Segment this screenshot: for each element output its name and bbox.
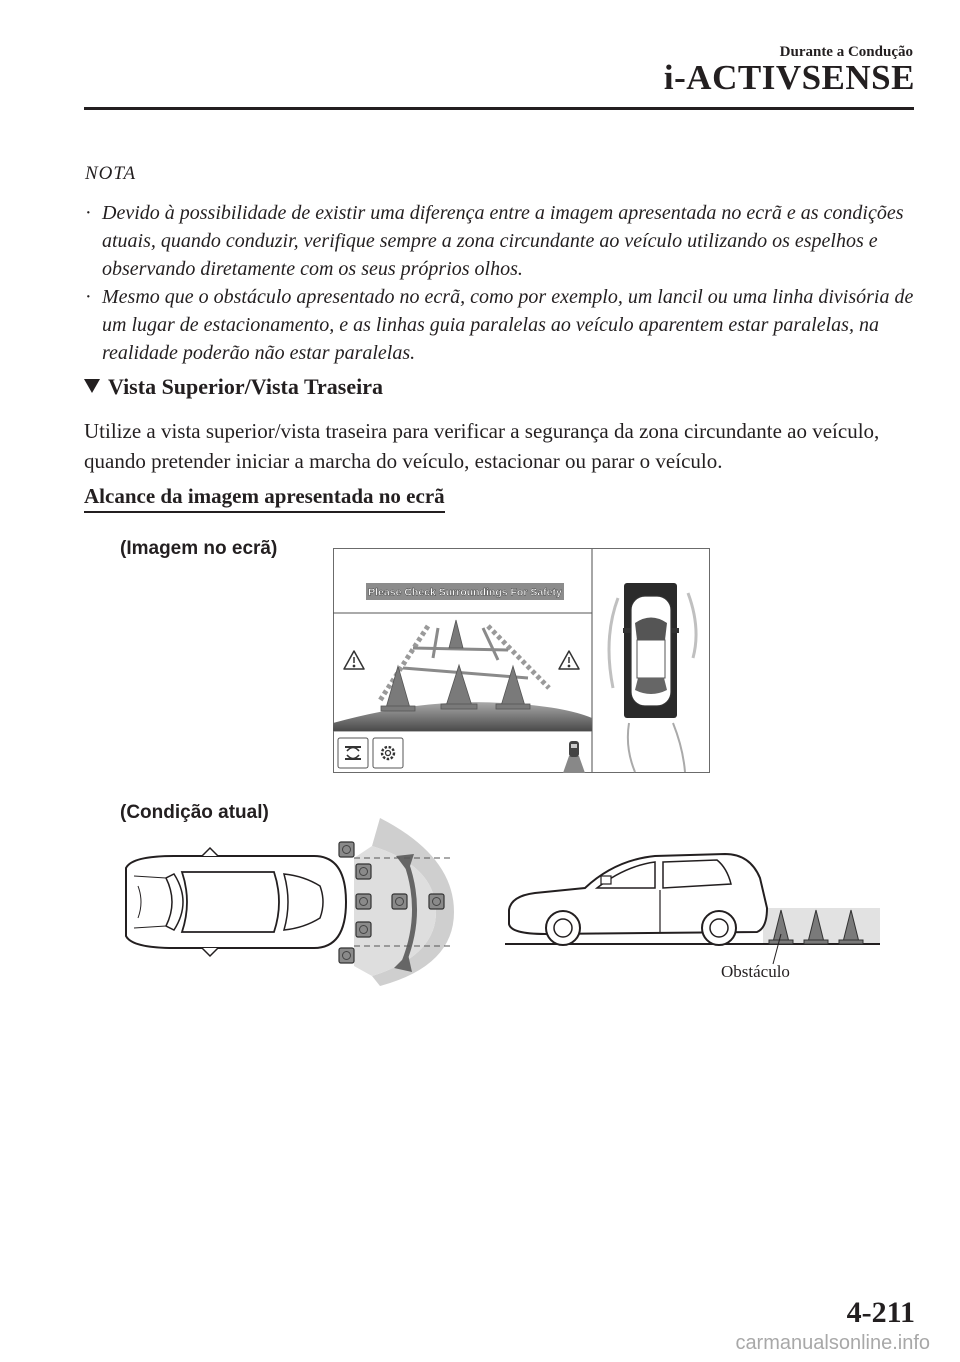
body-paragraph: Utilize a vista superior/vista traseira para verificar a segurança da zona circundante ao veículo, quando pretender iniciar a marcha do veículo, estacionar ou parar o veículo. (84, 419, 880, 473)
section-label: Durante a Condução (779, 44, 913, 60)
image-range-heading: Alcance da imagem apresentada no ecrã (84, 484, 445, 513)
settings-gear-icon (373, 738, 403, 768)
obstacle-label: Obstáculo (721, 962, 790, 981)
top-view-roof (637, 640, 665, 678)
note-item: · Mesmo que o obstáculo apresentado no ecrã, como por exemplo, um lancil ou uma linha divisória de um lugar de estacionamento, e as linhas guia paralelas ao veículo aparentem estar paralelas, na realidade poderão não estar paralelas. (85, 283, 920, 367)
chapter-title: i-ACTIVSENSE (663, 58, 915, 97)
screen-image-figure (333, 548, 710, 773)
top-view-mirror-right (671, 628, 679, 633)
car-side-wheel-front (546, 911, 580, 945)
header-rule (84, 107, 914, 110)
car-top-roof (182, 872, 279, 932)
top-view-windshield (635, 618, 667, 641)
subsection-title-text: Vista Superior/Vista Traseira (108, 374, 383, 399)
triangle-bullet-icon (84, 379, 100, 393)
car-side-windows (597, 860, 731, 888)
top-view-rear-window (635, 678, 667, 694)
camera-switch-icon (338, 738, 368, 768)
car-side-wheel-rear (702, 911, 736, 945)
car-top-mirror-left (202, 848, 218, 856)
screen-caption: (Imagem no ecrã) (120, 538, 278, 559)
safety-banner-text: Please Check Surroundings For Safety (368, 586, 562, 599)
note-list (85, 199, 920, 367)
condition-top-figure (114, 816, 454, 990)
car-top-mirror-right (202, 948, 218, 956)
condition-side-figure (505, 848, 880, 966)
car-side-mirror (601, 876, 611, 884)
note-item: · Devido à possibilidade de existir uma diferença entre a imagem apresentada no ecrã e as condições atuais, quando conduzir, verifique sempre a zona circundante ao veículo utilizando os espelhos e observando diretamente com os seus próprios olhos. (85, 199, 920, 283)
top-view-mirror-left (623, 628, 631, 633)
condition-caption: (Condição atual) (120, 802, 269, 823)
note-heading: NOTA (85, 163, 137, 184)
page-number: 4-211 (846, 1296, 915, 1329)
subsection-title (84, 374, 383, 400)
watermark: carmanualsonline.info (735, 1332, 930, 1354)
